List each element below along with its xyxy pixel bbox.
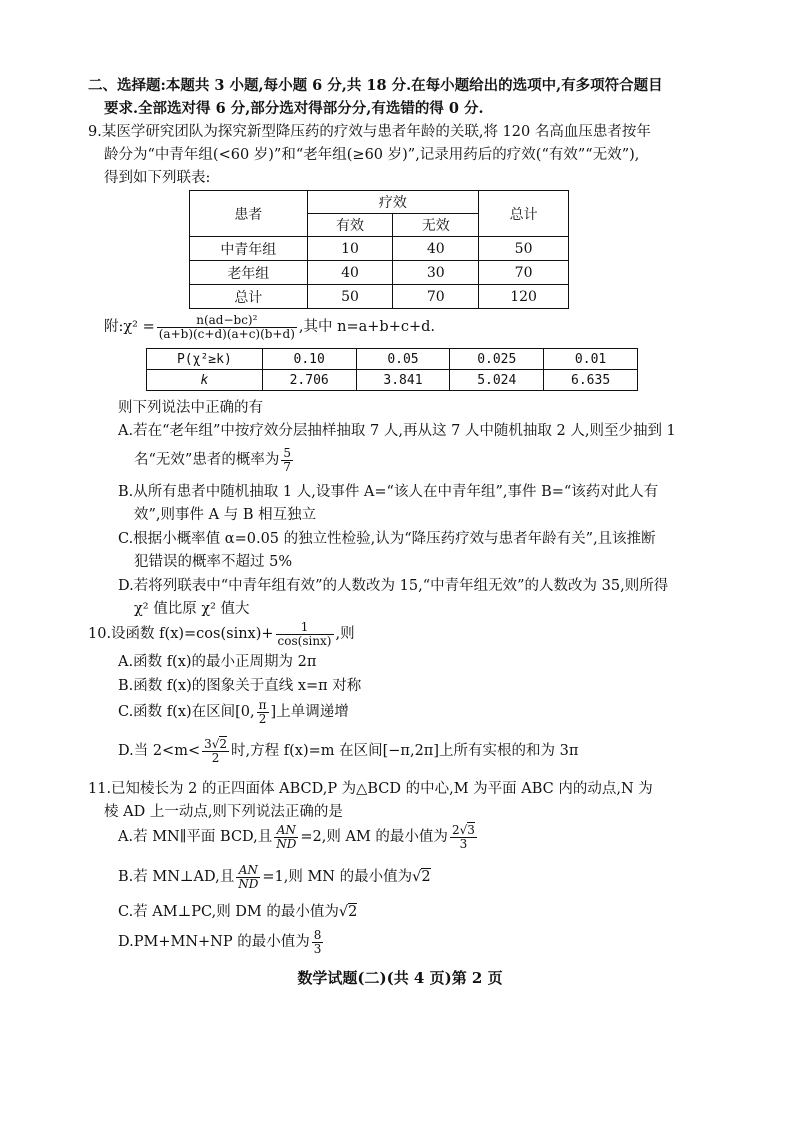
- cell: 5.024: [450, 370, 544, 391]
- numerator: 1: [276, 621, 334, 635]
- q9-option-b-line2: 效”,则事件 A 与 B 相互独立: [134, 507, 317, 523]
- numerator: π: [258, 697, 267, 712]
- q9-stem-line1: 9.某医学研究团队为探究新型降压药的疗效与患者年龄的关联,将 120 名高血压患者按年: [88, 124, 651, 140]
- radicand: 2: [219, 736, 228, 751]
- cell: 老年组: [190, 261, 308, 285]
- q9-stem-line2: 龄分为“中青年组(<60 岁)”和“老年组(≥60 岁)”,记录用药后的疗效(“有效”“无效”),: [104, 147, 640, 163]
- option-fraction: [274, 824, 298, 851]
- coef: 2: [451, 822, 460, 837]
- cell: 70: [393, 285, 479, 309]
- option-mid: =1,则 MN 的最小值为√: [262, 869, 422, 885]
- header-patient: 患者: [190, 191, 308, 237]
- cell: 总计: [190, 285, 308, 309]
- page-footer: 数学试题(二)(共 4 页)第 2 页: [297, 969, 503, 987]
- header-total: 总计: [479, 191, 569, 237]
- denominator: ND: [238, 876, 259, 891]
- header-ineffective: 无效: [393, 214, 479, 237]
- denominator: 2: [211, 750, 220, 765]
- numerator: 8: [313, 927, 322, 942]
- denominator: 7: [283, 459, 291, 474]
- option-fraction: [312, 929, 324, 956]
- q9-stem-line3: 得到如下列联表:: [104, 170, 211, 186]
- q11-stem-line1: 11.已知棱长为 2 的正四面体 ABCD,P 为△BCD 的中心,M 为平面 ABC 内的动点,N 为: [88, 781, 653, 797]
- cell: 50: [307, 285, 393, 309]
- q9-option-d-line2: χ² 值比原 χ² 值大: [134, 601, 250, 617]
- numerator: 2√3: [451, 822, 475, 837]
- numerator: 5: [283, 445, 291, 460]
- chi-square-formula: [104, 312, 435, 342]
- stem-text: 10.设函数 f(x)=cos(sinx)+: [88, 626, 274, 642]
- formula-fraction: [157, 314, 297, 341]
- cell: 0.025: [450, 349, 544, 370]
- numerator: 3√2: [204, 736, 228, 751]
- formula-suffix: ,其中 n=a+b+c+d.: [298, 319, 435, 335]
- table-row: [147, 349, 638, 370]
- p-label: P(χ²≥k): [147, 349, 263, 370]
- cell: 0.10: [262, 349, 356, 370]
- option-text: C.函数 f(x)在区间[0,: [118, 704, 255, 720]
- formula-prefix: 附:χ² =: [104, 319, 155, 335]
- stem-fraction: [276, 621, 334, 648]
- q11-option-d: [118, 924, 325, 960]
- cell: 40: [307, 261, 393, 285]
- q9-option-a-line1: A.若在“老年组”中按疗效分层抽样抽取 7 人,再从这 7 人中随机抽取 2 人,则至少抽到 1: [118, 423, 676, 439]
- coef: 3: [204, 736, 212, 751]
- table-row: [147, 370, 638, 391]
- cell: 70: [479, 261, 569, 285]
- cell: 2.706: [262, 370, 356, 391]
- cell: 中青年组: [190, 237, 308, 261]
- section-header-line1: 二、选择题:本题共 3 小题,每小题 6 分,共 18 分.在每小题给出的选项中,有多项符合题目: [88, 77, 663, 94]
- option-text: A.若 MN∥平面 BCD,且: [118, 829, 273, 845]
- table-row: [190, 261, 569, 285]
- cell: 0.05: [356, 349, 450, 370]
- cell: 40: [393, 237, 479, 261]
- denominator: 3: [459, 836, 468, 851]
- cell: 50: [479, 237, 569, 261]
- option-suffix: ]上单调递增: [270, 704, 349, 720]
- radicand: 2: [421, 869, 431, 885]
- q10-stem: [88, 617, 355, 651]
- option-fraction: [236, 864, 260, 891]
- cell: 0.01: [544, 349, 638, 370]
- q9-ask: 则下列说法中正确的有: [118, 400, 263, 416]
- formula-numerator: n(ad−bc)²: [157, 314, 297, 328]
- q11-option-b: [118, 858, 431, 896]
- option-suffix: 时,方程 f(x)=m 在区间[−π,2π]上所有实根的和为 3π: [231, 743, 579, 759]
- q10-option-d: [118, 734, 578, 768]
- option-fraction: [257, 699, 269, 726]
- option-text: B.若 MN⊥AD,且: [118, 869, 235, 885]
- table-row: [190, 237, 569, 261]
- formula-denominator: (a+b)(c+d)(a+c)(b+d): [158, 326, 295, 341]
- q9-option-d-line1: D.若将列联表中“中青年组有效”的人数改为 15,“中青年组无效”的人数改为 35,则所得: [118, 578, 669, 594]
- option-mid: =2,则 AM 的最小值为: [300, 829, 448, 845]
- chi-critical-table: [146, 348, 638, 391]
- denominator: 2: [258, 711, 267, 726]
- cell: 10: [307, 237, 393, 261]
- table-row: [190, 285, 569, 309]
- option-text: D.PM+MN+NP 的最小值为: [118, 934, 310, 950]
- q9-option-c-line2: 犯错误的概率不超过 5%: [134, 554, 293, 570]
- option-text: D.当 2<m<: [118, 743, 201, 759]
- q9-option-c-line1: C.根据小概率值 α=0.05 的独立性检验,认为“降压药疗效与患者年龄有关”,且该推断: [118, 531, 656, 547]
- denominator: cos(sinx): [277, 633, 332, 648]
- option-fraction: [281, 447, 293, 474]
- header-effective: 有效: [307, 214, 393, 237]
- radicand: 2: [348, 904, 358, 920]
- denominator: ND: [276, 836, 297, 851]
- cell: 6.635: [544, 370, 638, 391]
- option-fraction: [202, 738, 229, 765]
- q10-option-c: [118, 695, 349, 729]
- q10-option-a: A.函数 f(x)的最小正周期为 2π: [118, 654, 317, 670]
- q10-option-b: B.函数 f(x)的图象关于直线 x=π 对称: [118, 678, 362, 694]
- answer-fraction: [450, 824, 477, 851]
- cell: 3.841: [356, 370, 450, 391]
- q11-option-c: [118, 902, 357, 922]
- q9-option-a-line2: [134, 445, 295, 475]
- radicand: 3: [467, 822, 475, 837]
- q9-option-b-line1: B.从所有患者中随机抽取 1 人,设事件 A=“该人在中青年组”,事件 B=“该药对此人有: [118, 484, 659, 500]
- header-effect: 疗效: [307, 191, 479, 214]
- k-label: k: [147, 370, 263, 391]
- section-header-line2: 要求.全部选对得 6 分,部分选对得部分分,有选错的得 0 分.: [104, 100, 484, 117]
- option-text: C.若 AM⊥PC,则 DM 的最小值为√: [118, 904, 349, 920]
- q11-option-a: [118, 818, 479, 856]
- q11-stem-line2: 棱 AD 上一动点,则下列说法正确的是: [104, 804, 343, 820]
- denominator: 3: [313, 941, 322, 956]
- option-text: 名“无效”患者的概率为: [134, 452, 280, 468]
- numerator: AN: [274, 824, 298, 838]
- numerator: AN: [236, 864, 260, 878]
- stem-suffix: ,则: [335, 626, 355, 642]
- cell: 30: [393, 261, 479, 285]
- cell: 120: [479, 285, 569, 309]
- contingency-table: [189, 190, 569, 309]
